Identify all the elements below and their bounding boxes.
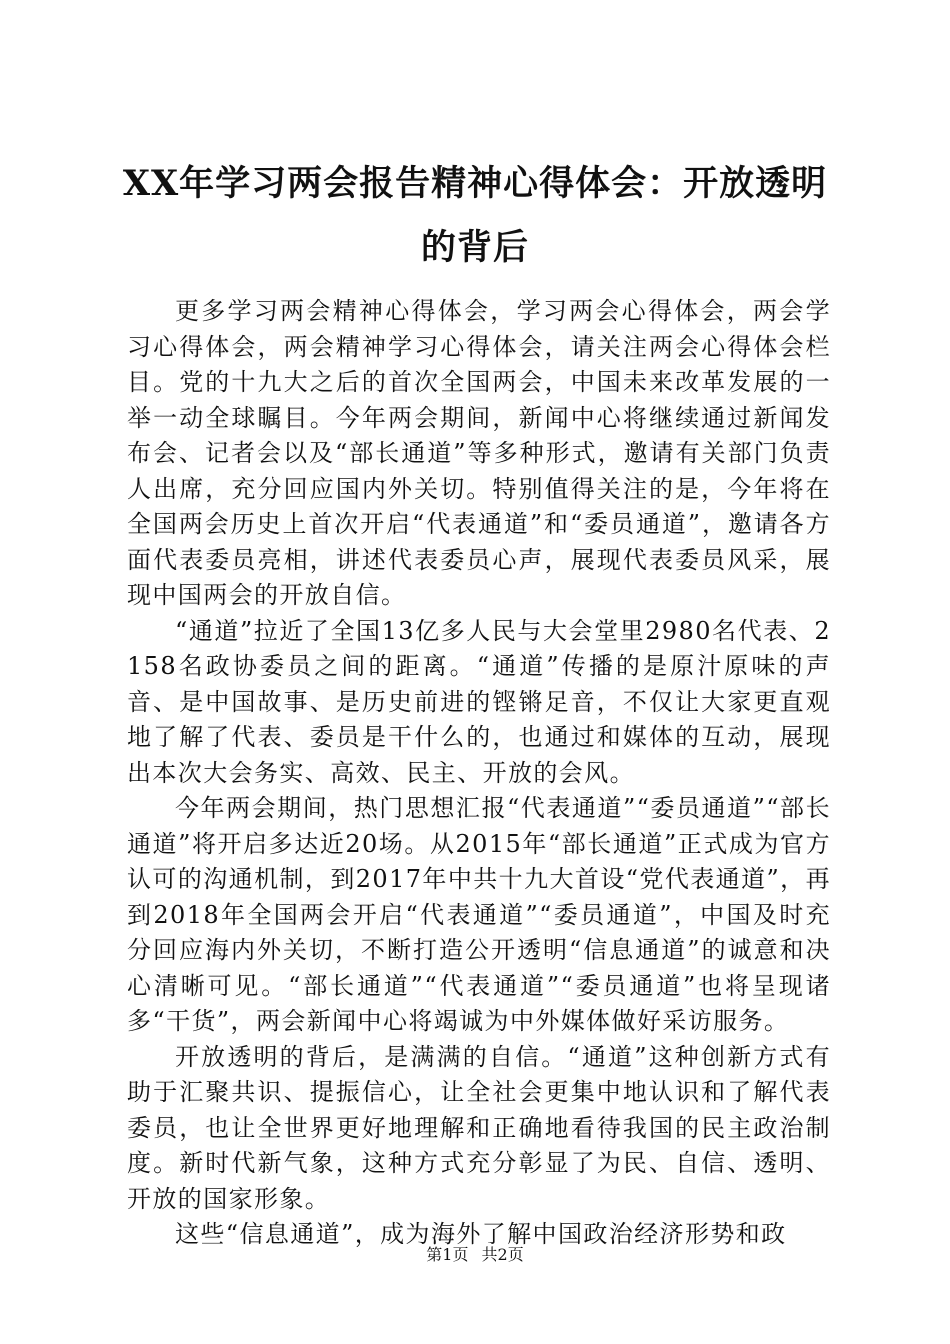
page-total: 共2页 xyxy=(481,1245,524,1264)
title-line-1: XX年学习两会报告精神心得体会：开放透明 xyxy=(122,163,828,204)
paragraph: 这些“信息通道”，成为海外了解中国政治经济形势和政 xyxy=(175,1220,787,1248)
document-body xyxy=(127,294,831,1253)
document-title xyxy=(100,152,850,280)
page-number: 第1页 xyxy=(426,1245,469,1264)
paragraph: “通道”拉近了全国13亿多人民与大会堂里2980名代表、2158名政协委员之间的距离。“通道”传播的是原汁原味的声音、是中国故事、是历史前进的铿锵足音，不仅让大家更直观地了解了代表、委员是干什么的，也通过和媒体的互动，展现出本次大会务实、高效、民主、开放的会风。 xyxy=(127,616,831,787)
paragraph: 今年两会期间，热门思想汇报“代表通道”“委员通道”“部长通道”将开启多达近20场。从2015年“部长通道”正式成为官方认可的沟通机制，到2017年中共十九大首设“党代表通道”，再到2018年全国两会开启“代表通道”“委员通道”，中国及时充分回应海内外关切，不断打造公开透明“信息通道”的诚意和决心清晰可见。“部长通道”“代表通道”“委员通道”也将呈现诸多“干货”，两会新闻中心将竭诚为中外媒体做好采访服务。 xyxy=(127,794,831,1035)
paragraph: 开放透明的背后，是满满的自信。“通道”这种创新方式有助于汇聚共识、提振信心，让全社会更集中地认识和了解代表委员，也让全世界更好地理解和正确地看待我国的民主政治制度。新时代新气象，这种方式充分彰显了为民、自信、透明、开放的国家形象。 xyxy=(127,1042,831,1213)
paragraph: 更多学习两会精神心得体会，学习两会心得体会，两会学习心得体会，两会精神学习心得体会，请关注两会心得体会栏目。党的十九大之后的首次全国两会，中国未来改革发展的一举一动全球瞩目。今年两会期间，新闻中心将继续通过新闻发布会、记者会以及“部长通道”等多种形式，邀请有关部门负责人出席，充分回应国内外关切。特别值得关注的是，今年将在全国两会历史上首次开启“代表通道”和“委员通道”，邀请各方面代表委员亮相，讲述代表委员心声，展现代表委员风采，展现中国两会的开放自信。 xyxy=(127,297,831,609)
page-footer xyxy=(0,1242,950,1265)
title-line-2: 的背后 xyxy=(420,227,529,268)
